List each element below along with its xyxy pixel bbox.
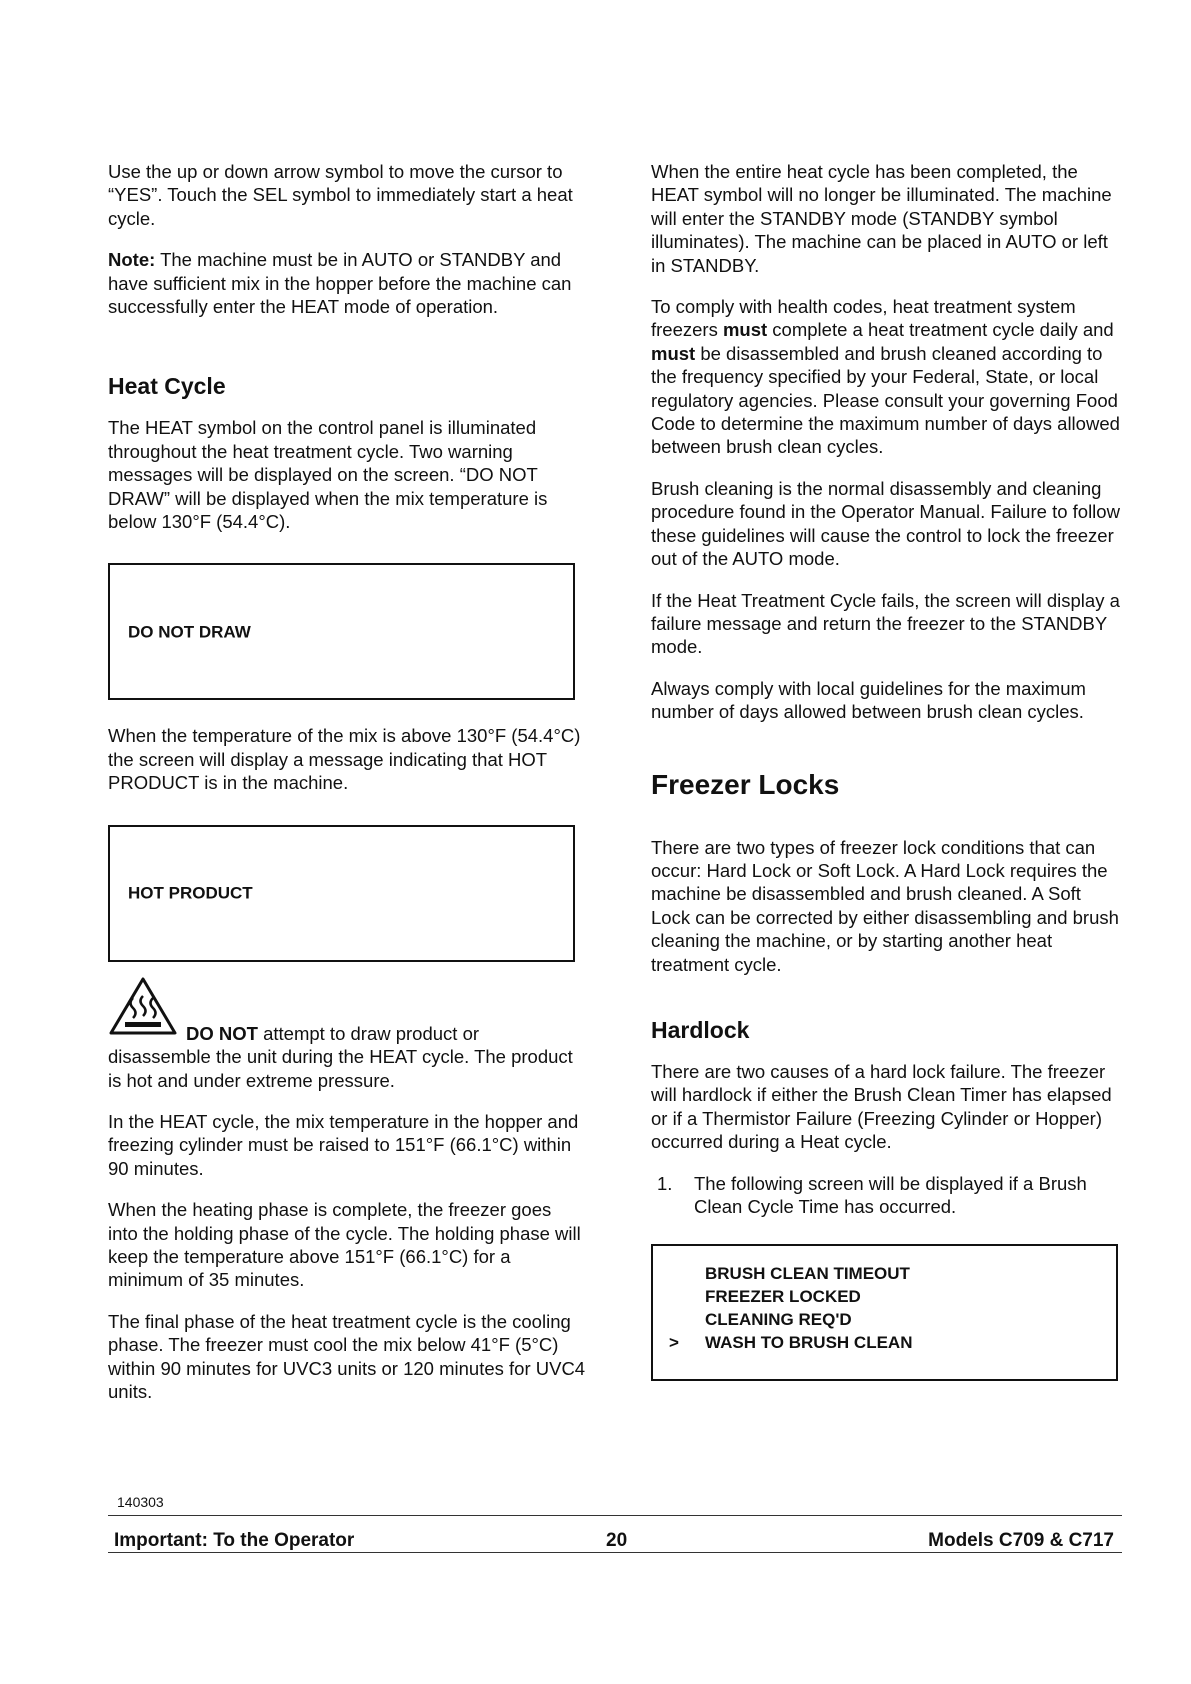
screen-line: FREEZER LOCKED bbox=[705, 1287, 861, 1307]
note-paragraph bbox=[108, 248, 586, 318]
emphasis: must bbox=[651, 342, 696, 364]
cursor-indicator: > bbox=[669, 1333, 679, 1353]
paragraph: There are two types of freezer lock conditions that can occur: Hard Lock or Soft Lock. A Hard Lock requires the machine be disassembled and brush cleaned. A Soft Lock can be corrected by either disassembling and brush cleaning the machine, or by starting another heat treatment cycle. bbox=[651, 836, 1119, 975]
footer-bottom-rule bbox=[108, 1552, 1122, 1553]
item-text: The following screen will be displayed if a Brush Clean Cycle Time has occurred. bbox=[694, 1172, 1087, 1217]
text-run: be disassembled and brush cleaned according to the frequency specified by your Federal, State, or local regulatory agencies. Please consult your governing Food Code to determine the maximum number of days allowed between brush clean cycles. bbox=[651, 342, 1120, 458]
screen-message: HOT PRODUCT bbox=[128, 883, 253, 903]
paragraph: When the entire heat cycle has been completed, the HEAT symbol will no longer be illuminated. The machine will enter the STANDBY mode (STANDBY symbol illuminates). The machine can be placed in AUTO or left in STANDBY. bbox=[651, 161, 1112, 276]
heat-cycle-heading: Heat Cycle bbox=[108, 373, 226, 400]
paragraph: When the temperature of the mix is above 130°F (54.4°C) the screen will display a message indicating that HOT PRODUCT is in the machine. bbox=[108, 725, 581, 794]
brush-clean-timeout-screen bbox=[651, 1244, 1118, 1381]
left-column bbox=[108, 160, 586, 1421]
text-run: To comply with health codes, heat treatment system freezers bbox=[651, 296, 1076, 341]
hot-surface-warning-icon bbox=[108, 976, 178, 1036]
paragraph: In the HEAT cycle, the mix temperature in the hopper and freezing cylinder must be raised to 151°F (66.1°C) within 90 minutes. bbox=[108, 1110, 579, 1179]
paragraph: Brush cleaning is the normal disassembly and cleaning procedure found in the Operator Manual. Failure to follow these guidelines will cause the control to lock the freezer out of the AUTO mode. bbox=[651, 477, 1120, 570]
footer-top-rule bbox=[108, 1515, 1122, 1516]
paragraph: If the Heat Treatment Cycle fails, the screen will display a failure message and return the freezer to the STANDBY mode. bbox=[651, 589, 1120, 658]
paragraph: There are two causes of a hard lock failure. The freezer will hardlock if either the Brush Clean Timer has elapsed or if a Thermistor Failure (Freezing Cylinder or Hopper) occurred during a Heat cycle. bbox=[651, 1060, 1112, 1153]
screen-line: CLEANING REQ'D bbox=[705, 1310, 852, 1330]
paragraph: The HEAT symbol on the control panel is illuminated throughout the heat treatment cycle. Two warning messages will be displayed on the screen. “DO NOT DRAW” will be displayed when the mix temperature is below 130°F (54.4°C). bbox=[108, 417, 548, 533]
emphasis: must bbox=[722, 319, 768, 341]
note-text: The machine must be in AUTO or STANDBY and have sufficient mix in the hopper before the machine can successfully enter the HEAT mode of operation. bbox=[108, 249, 572, 318]
footer-section-title: Important: To the Operator bbox=[114, 1530, 355, 1551]
item-number: 1. bbox=[657, 1172, 673, 1194]
right-column bbox=[651, 160, 1123, 1381]
warning-body: attempt to draw product or disassemble the unit during the HEAT cycle. The product is hot and under extreme pressure. bbox=[108, 1022, 573, 1091]
paragraph: Use the up or down arrow symbol to move the cursor to “YES”. Touch the SEL symbol to immediately start a heat cycle. bbox=[108, 161, 573, 229]
warning-bold: DO NOT bbox=[186, 1022, 258, 1044]
warning-text bbox=[108, 976, 586, 1092]
screen-line-selected bbox=[669, 1331, 1116, 1354]
paragraph: Always comply with local guidelines for the maximum number of days allowed between brush clean cycles. bbox=[651, 677, 1086, 723]
numbered-item bbox=[651, 1172, 1123, 1219]
paragraph: When the heating phase is complete, the freezer goes into the holding phase of the cycle. The holding phase will keep the temperature above 151°F (66.1°C) for a minimum of 35 minutes. bbox=[108, 1199, 581, 1291]
paragraph: The final phase of the heat treatment cycle is the cooling phase. The freezer must cool the mix below 41°F (5°C) within 90 minutes for UVC3 units or 120 minutes for UVC4 units. bbox=[108, 1310, 586, 1402]
hardlock-heading: Hardlock bbox=[651, 1016, 750, 1043]
paragraph bbox=[651, 295, 1123, 459]
page-number: 20 bbox=[606, 1530, 628, 1551]
footer-model: Models C709 & C717 bbox=[928, 1530, 1114, 1551]
document-code: 140303 bbox=[117, 1494, 164, 1510]
screen-line: BRUSH CLEAN TIMEOUT bbox=[705, 1264, 910, 1284]
screen-line-text: WASH TO BRUSH CLEAN bbox=[705, 1333, 913, 1353]
screen-message: DO NOT DRAW bbox=[128, 622, 251, 642]
hot-warning bbox=[108, 976, 586, 1092]
note-label: Note: bbox=[108, 249, 156, 271]
do-not-draw-screen bbox=[108, 563, 575, 700]
hot-product-screen bbox=[108, 825, 575, 962]
text-run: complete a heat treatment cycle daily and bbox=[767, 319, 1114, 341]
freezer-locks-heading: Freezer Locks bbox=[651, 768, 840, 800]
